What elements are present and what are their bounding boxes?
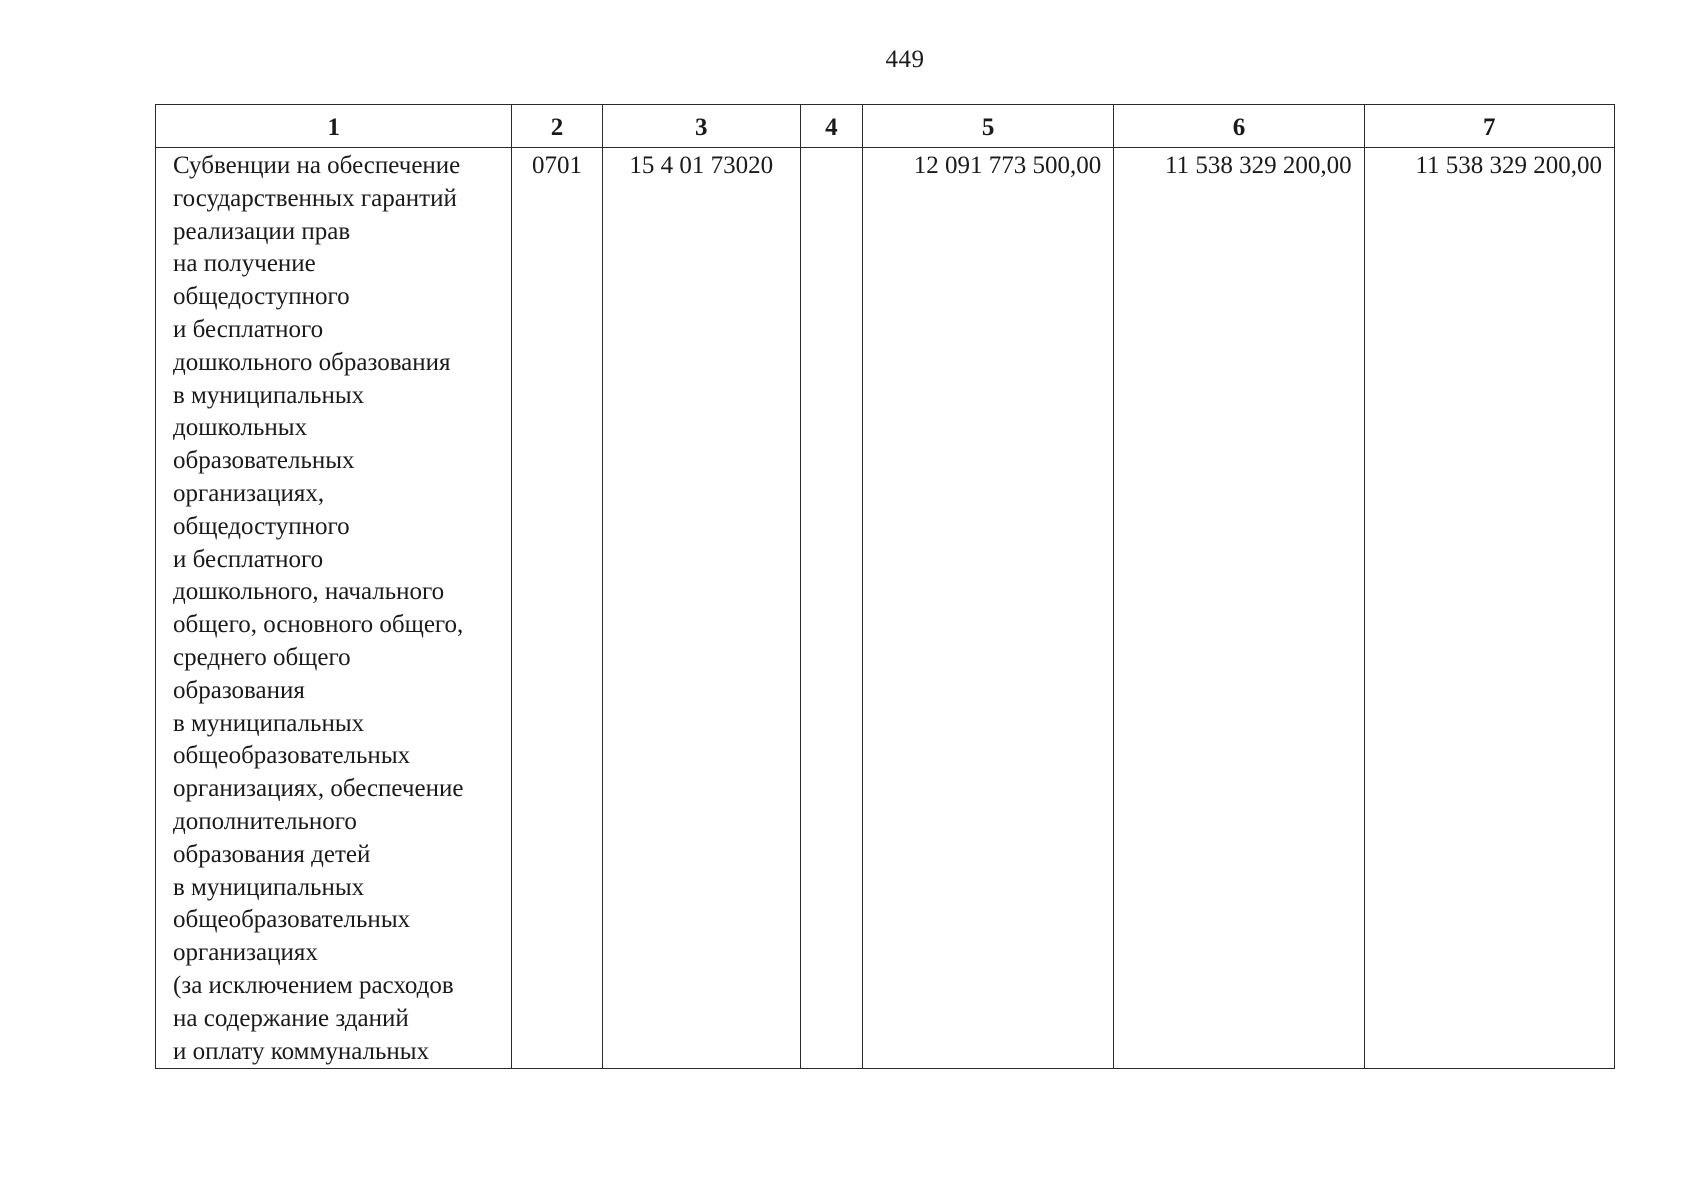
name-line: в муниципальных [173, 709, 365, 737]
name-line: общего, основного общего, [173, 611, 464, 639]
name-line: на получение [173, 250, 316, 278]
header-col-1: 1 [156, 105, 512, 148]
cell-name [156, 148, 512, 1069]
name-line: на содержание зданий [173, 1004, 409, 1032]
cell-expense-type [800, 148, 862, 1069]
name-line: образования детей [173, 840, 371, 868]
header-col-7: 7 [1364, 105, 1614, 148]
cell-amount-col7: 11 538 329 200,00 [1364, 148, 1614, 1069]
page-number: 449 [885, 46, 925, 73]
name-line: в муниципальных [173, 873, 365, 901]
name-line: дошкольного, начального [173, 578, 445, 606]
name-line: образования [173, 676, 305, 704]
cell-amount-col6: 11 538 329 200,00 [1114, 148, 1364, 1069]
name-line: общедоступного [173, 512, 350, 540]
name-line: среднего общего [173, 643, 351, 671]
header-col-2: 2 [512, 105, 602, 148]
name-line: дошкольных [173, 414, 308, 442]
budget-table [155, 104, 1615, 1069]
name-line: и бесплатного [173, 315, 324, 343]
name-line: в муниципальных [173, 381, 365, 409]
name-line: (за исключением расходов [173, 971, 454, 999]
name-line: общедоступного [173, 283, 350, 311]
cell-section-code: 0701 [512, 148, 602, 1069]
name-line: дошкольного образования [173, 348, 451, 376]
name-line: реализации прав [173, 217, 351, 245]
name-line: Субвенции на обеспечение [173, 152, 461, 179]
name-line: государственных гарантий [173, 184, 457, 212]
name-line: образовательных [173, 447, 355, 475]
name-line: и бесплатного [173, 545, 324, 573]
name-line: общеобразовательных [173, 742, 411, 770]
cell-amount-col5: 12 091 773 500,00 [862, 148, 1113, 1069]
name-line: организациях, [173, 479, 325, 507]
table-header-row [156, 105, 1615, 148]
name-line: дополнительного [173, 807, 357, 835]
header-col-5: 5 [862, 105, 1113, 148]
name-line: и оплату коммунальных [173, 1037, 430, 1065]
name-line: организациях, обеспечение [173, 775, 464, 803]
name-line: организациях [173, 939, 318, 967]
table-row [156, 148, 1615, 1069]
header-col-4: 4 [800, 105, 862, 148]
name-line: общеобразовательных [173, 906, 411, 934]
cell-target-code: 15 4 01 73020 [602, 148, 800, 1069]
header-col-3: 3 [602, 105, 800, 148]
header-col-6: 6 [1114, 105, 1364, 148]
